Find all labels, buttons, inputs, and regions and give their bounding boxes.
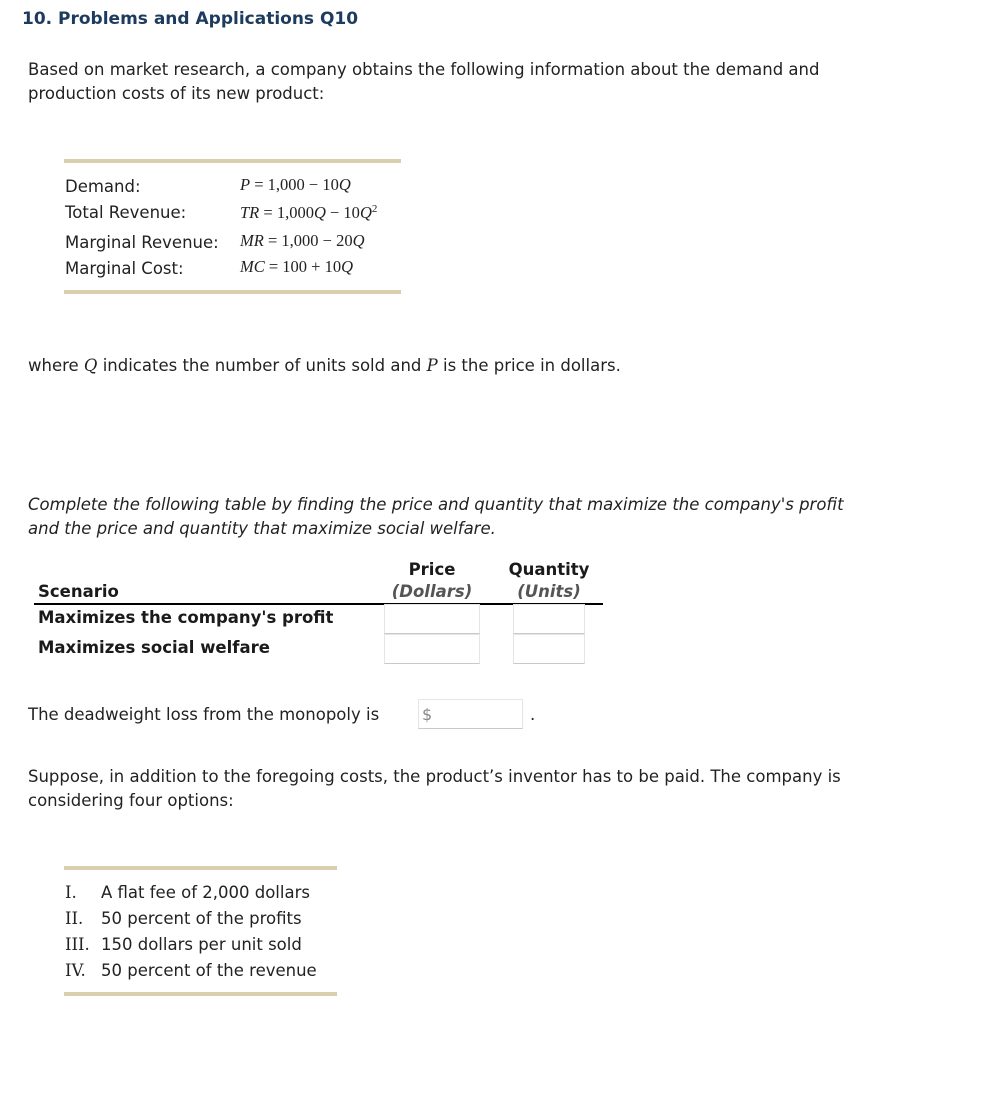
row-label-welfare: Maximizes social welfare bbox=[38, 638, 270, 657]
profit-quantity-input[interactable] bbox=[513, 604, 585, 634]
deadweight-loss-input[interactable] bbox=[418, 699, 523, 729]
equation-label-marginal-revenue: Marginal Revenue: bbox=[65, 233, 219, 252]
equations-bottom-rule bbox=[64, 290, 401, 294]
equation-marginal-revenue: MR = 1,000 − 20Q bbox=[240, 231, 365, 250]
equation-total-revenue: TR = $1,000Q - 10Q^2$ bbox=[240, 203, 378, 222]
intro-line-2: production costs of its new product: bbox=[28, 84, 325, 103]
dollar-sign: $ bbox=[422, 705, 433, 724]
page-title: 10. Problems and Applications Q10 bbox=[22, 9, 359, 29]
equations-top-rule bbox=[64, 159, 401, 163]
price-header: Price bbox=[408, 560, 456, 579]
options-top-rule bbox=[64, 866, 337, 870]
options-bottom-rule bbox=[64, 992, 337, 996]
equation-demand: P = 1,000 − 10Q bbox=[240, 175, 351, 194]
option-item: IV. 50 percent of the revenue bbox=[65, 961, 317, 980]
deadweight-period: . bbox=[530, 705, 536, 724]
option-item: III. 150 dollars per unit sold bbox=[65, 935, 302, 954]
equation-label-marginal-cost: Marginal Cost: bbox=[65, 259, 184, 278]
quantity-header: Quantity bbox=[508, 560, 590, 579]
instruction-line-2: and the price and quantity that maximize social welfare. bbox=[28, 519, 496, 538]
welfare-quantity-input[interactable] bbox=[513, 634, 585, 664]
price-unit: (Dollars) bbox=[391, 582, 473, 601]
suppose-line-2: considering four options: bbox=[28, 791, 234, 810]
intro-line-1: Based on market research, a company obtains the following information about the demand and bbox=[28, 60, 820, 79]
equation-label-total-revenue: Total Revenue: bbox=[65, 203, 187, 222]
suppose-line-1: Suppose, in addition to the foregoing costs, the product’s inventor has to be paid. The company is bbox=[28, 767, 841, 786]
table-instruction bbox=[28, 493, 948, 541]
intro-paragraph bbox=[28, 58, 948, 106]
scenario-header: Scenario bbox=[38, 582, 119, 601]
suppose-paragraph bbox=[28, 765, 948, 813]
instruction-line-1: Complete the following table by finding the price and quantity that maximize the company's profit bbox=[28, 495, 844, 514]
profit-price-input[interactable] bbox=[384, 604, 480, 634]
equation-marginal-cost: MC = 100 + 10Q bbox=[240, 257, 354, 276]
welfare-price-input[interactable] bbox=[384, 634, 480, 664]
option-item: I. A flat fee of 2,000 dollars bbox=[65, 883, 310, 902]
equation-label-demand: Demand: bbox=[65, 177, 141, 196]
where-sentence: where Q indicates the number of units sold and P is the price in dollars. bbox=[28, 356, 621, 375]
deadweight-label: The deadweight loss from the monopoly is bbox=[28, 705, 380, 724]
quantity-unit: (Units) bbox=[517, 582, 581, 601]
row-label-profit: Maximizes the company's profit bbox=[38, 608, 334, 627]
option-item: II. 50 percent of the profits bbox=[65, 909, 302, 928]
